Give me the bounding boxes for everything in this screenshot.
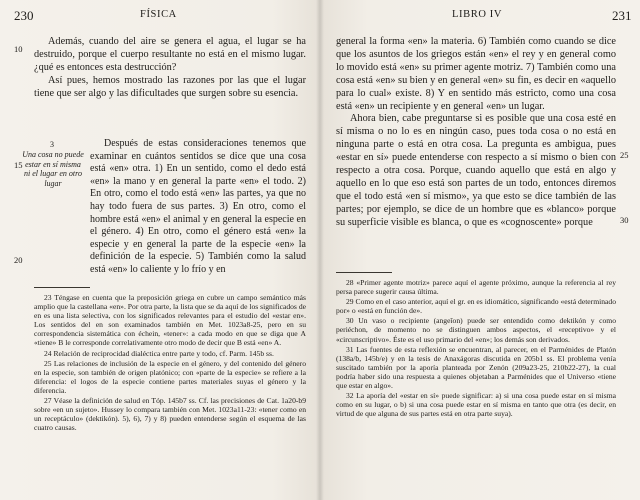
footnotes <box>336 278 616 419</box>
body-text-main <box>90 138 306 277</box>
footnote: 30 Un vaso o recipiente (angeîon) puede ser entendido como dektikón y como periéchon, de momento no se distinguen ambos aspectos, el «receptivo» y el «circunscriptivo». Éste es el uso primario del «en»; los demás son derivados. <box>336 316 616 344</box>
footnotes <box>34 293 306 433</box>
footnote: 25 Las relaciones de inclusión de la especie en el género, y del contenido del género en la especie, son también de origen platónico; con «parte de la especie» se refiere a la diferencia: el logos de la especie contiene partes materiales suyas el género y la diferencia. <box>34 358 306 395</box>
footnote: 24 Relación de reciprocidad dialéctica entre parte y todo, cf. Parm. 145b ss. <box>44 348 274 358</box>
paragraph: Después de estas consideraciones tenemos que examinar en cuántos sentidos se dice que una cosa está «en» otra. 1) En un sentido, como el dedo está «en» la mano y en general la parte «en» el todo. 2) En otro, como el todo está «en» las partes, ya que no hay todo fuera de sus partes. 3) En otro, como el hombre está «en» el animal y en general la especie en el género. 4) En otro, como el género está «en» la especie y en general la parte de la especie «en» la definición de la especie. 5) También como la salud está «en» lo caliente y lo frío y en <box>90 138 306 275</box>
side-note: Una cosa no puede estar en sí misma ni el lugar en otro lugar <box>22 150 84 188</box>
margin-line-number: 20 <box>14 255 23 265</box>
paragraph: Así pues, hemos mostrado las razones por las que el lugar tiene que ser algo y las dificultades que surgen sobre su esencia. <box>34 74 306 99</box>
footnote: 28 «Primer agente motriz» parece aquí el agente próximo, aunque la referencia al rey persa parece sugerir causa última. <box>336 278 616 297</box>
footnote: 31 Las fuentes de esta reflexión se encuentran, al parecer, en el Parménides de Platón (138a/b, 145b/e) y en la tesis de Anaxágoras discutida en 205b1 ss. El problema venía suscitado también por la aporía planteada por Zenón (209a23-25, 210b22-27), la cual podría haber sido una respuesta a quienes objetaban a Parménides que el Universo «tiene que estar en algo». <box>336 344 616 391</box>
book-gutter <box>316 0 324 500</box>
footnote: 27 Véase la definición de salud en Tóp. 145b7 ss. Cf. las precisiones de Cat. 1a20-b9 sobre «en un sujeto». Hussey lo compara también con Met. 1023a11-23: «tener como en un receptáculo» (dektikón). 5), 6), 7) y 8) pueden entenderse según el esquema de las cuatro causas. <box>34 396 306 433</box>
footnote: 23 Téngase en cuenta que la preposición griega en cubre un campo semántico más amplio que la castellana «en». Por otra parte, la lista que se da aquí de los significados de en es una lista selectiva, con los significados relevantes para el estudio del «estar en». Los sentidos del en son examinados también en Met. 1023a8-25, pero en su correspondencia sistemática con échein, «tener»: a cada modo en que se diga que A «tiene» B le corresponde correlativamente otro modo de decir que B está «en» A. <box>34 293 306 348</box>
paragraph: Ahora bien, cabe preguntarse si es posible que una cosa esté en sí misma o no lo es en ningún caso, pues toda cosa o no está en ninguna parte o está en otra cosa. La pregunta es ambigua, pues «estar en sí» puede entenderse con respecto a sí mismo o bien con respecto a otra cosa. Porque, cuando aquello que está en algo y aquello en lo que eso está son partes de un todo, entonces diremos que el todo está «en sí mismo», ya que esto se dice también de las partes; por ejemplo, se dice de un hombre que es «blanco» porque su superficie visible es blanca, o que es «cognoscente» porque <box>336 113 616 228</box>
footnote: 29 Como en el caso anterior, aquí el gr. en es idiomático, significando «está determinado por» o «está en función de». <box>336 297 616 316</box>
margin-line-number: 15 <box>14 160 23 170</box>
paragraph: Además, cuando del aire se genera el agua, el lugar se ha destruido, porque el cuerpo resultante no está en el mismo lugar. ¿qué es entonces esta destrucción? <box>34 36 306 73</box>
page-number: 230 <box>14 8 34 23</box>
paragraph: general la forma «en» la materia. 6) También como cuando se dice que los asuntos de los griegos están «en» el rey y en general como lo movido está «en» su primer agente motriz. 7) También como una cosa está «en» su bien y en general «en» su fin, es decir en «aquello para lo cual» existe. 8) Y en sentido más estricto, como una cosa está «en» un recipiente y en general «en» un lugar. <box>336 36 616 112</box>
margin-line-number: 25 <box>620 150 629 160</box>
body-text <box>336 36 616 230</box>
margin-line-number: 30 <box>620 215 629 225</box>
side-note-number: 3 <box>50 140 54 149</box>
footnote-rule <box>336 272 392 273</box>
page-number: 231 <box>612 8 632 23</box>
running-head: FÍSICA <box>140 9 177 20</box>
right-page <box>320 0 640 500</box>
body-text-top <box>34 36 306 101</box>
footnote-rule <box>34 287 90 288</box>
footnote: 32 La aporía del «estar en sí» puede significar: a) si una cosa puede estar en sí misma como en su lugar, o b) si una cosa puede estar en sí misma en tanto que otra (es decir, en virtud de que alguna de sus partes está en otra parte suya). <box>336 391 616 419</box>
margin-line-number: 10 <box>14 44 23 54</box>
running-head: LIBRO IV <box>452 9 503 20</box>
